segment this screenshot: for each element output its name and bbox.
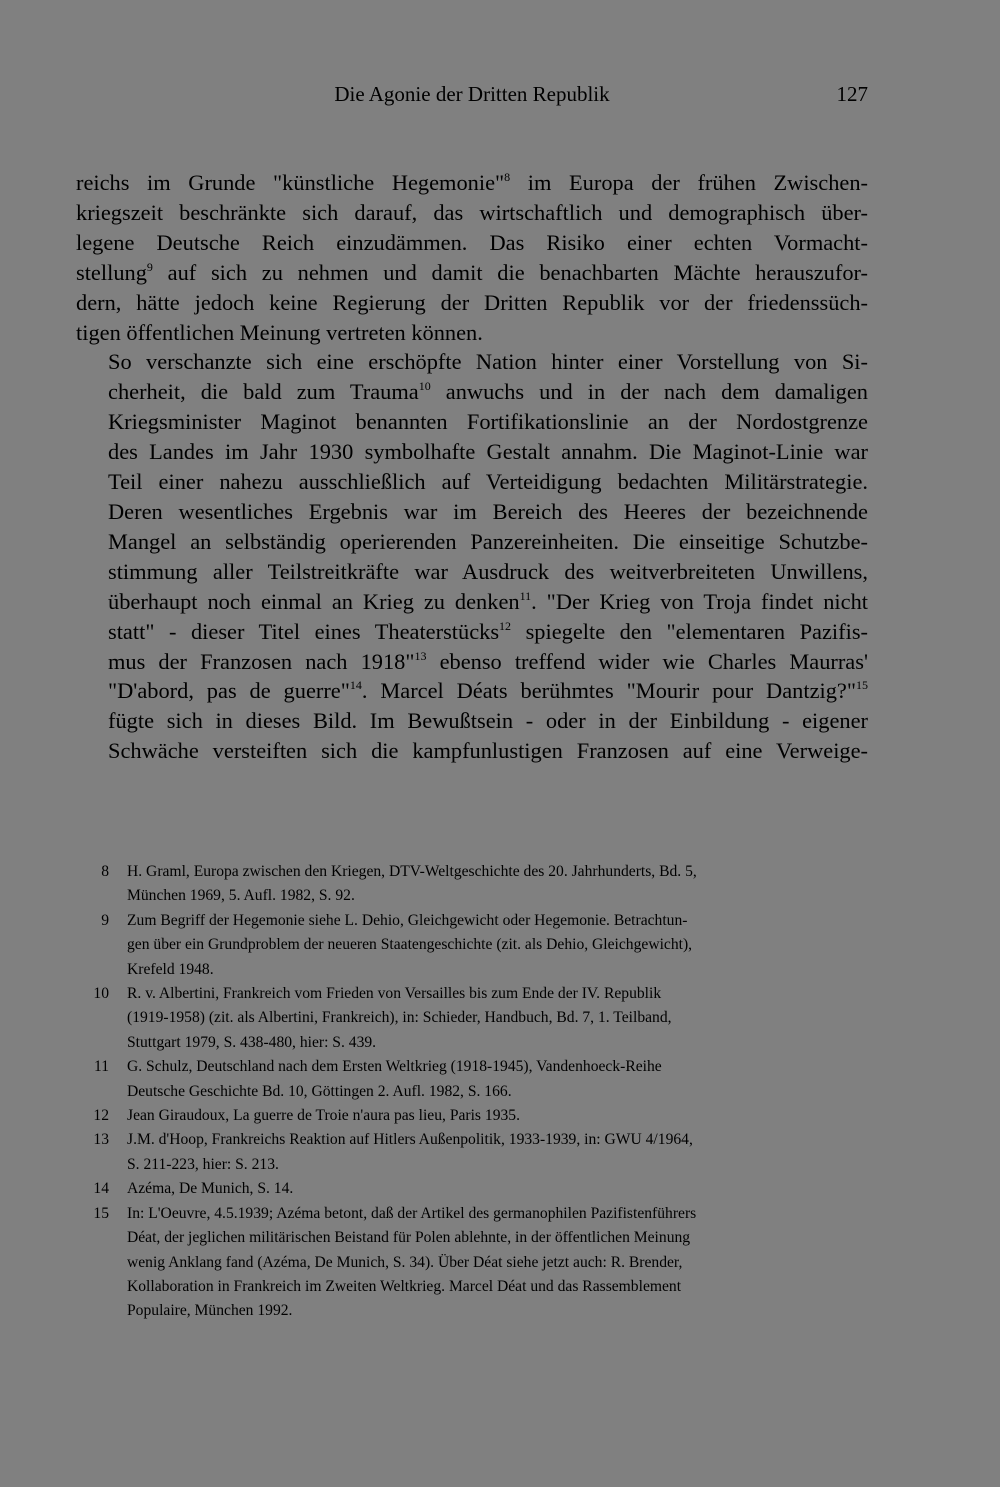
footnote-line: Azéma, De Munich, S. 14. [127,1180,294,1198]
footnote-number: 14 [93,1180,109,1198]
footnote-number: 11 [93,1058,109,1076]
running-title: Die Agonie der Dritten Republik [334,82,610,106]
text-run: spiegelte den "elementaren Pazifis- [511,618,869,644]
text-line: Schwäche versteiften sich die kampfunlustigen Franzosen auf eine Verweige- [108,738,868,764]
footnote-line: München 1969, 5. Aufl. 1982, S. 92. [127,887,355,905]
page-header [76,78,868,110]
footnote-ref-8: 8 [504,170,511,184]
footnote-line: (1919-1958) (zit. als Albertini, Frankreich), in: Schieder, Handbuch, Bd. 7, 1. Teilband, [127,1009,672,1027]
text-line [76,617,868,647]
footnote-12 [76,1104,868,1128]
text-line [76,676,868,706]
text-line: Kriegsminister Maginot benannten Fortifikationslinie an der Nordostgrenze [108,409,868,435]
main-text [76,168,868,766]
text-run: stellung [76,259,147,285]
footnote-ref-11: 11 [519,588,532,603]
footnote-ref-15: 15 [856,678,868,693]
text-line: des Landes im Jahr 1930 symbolhafte Gestalt annahm. Die Maginot-Linie war [108,439,868,465]
text-line [76,647,868,677]
footnote-ref-9: 9 [146,259,153,274]
text-run: statt" - dieser Titel eines Theaterstücks [108,618,500,644]
footnote-11 [76,1055,868,1104]
text-run: reichs im Grunde "künstliche Hegemonie" [76,170,505,195]
footnote-number: 13 [93,1131,109,1149]
footnote-8 [76,860,868,909]
text-line: stimmung aller Teilstreitkräfte war Ausdruck des weitverbreiteten Unwillens, [108,558,868,584]
text-line: kriegszeit beschränkte sich darauf, das wirtschaftlich und demographisch über- [76,199,868,225]
footnote-line: H. Graml, Europa zwischen den Kriegen, DTV-Weltgeschichte des 20. Jahrhunderts, Bd. 5, [127,863,697,880]
text-run: cherheit, die bald zum Trauma [108,379,419,405]
text-run: ebenso treffend wider wie Charles Maurras' [426,648,868,674]
text-run: . Marcel Déats berühmtes "Mourir pour Dantzig?" [361,678,856,704]
text-run: überhaupt noch einmal an Krieg zu denken [108,588,520,614]
text-line [76,377,868,407]
footnote-ref-12: 12 [499,618,512,633]
footnote-line: Zum Begriff der Hegemonie siehe L. Dehio, Gleichgewicht oder Hegemonie. Betrachtun- [127,911,688,929]
text-line [76,168,868,198]
footnote-number: 8 [101,863,109,880]
footnote-line: J.M. d'Hoop, Frankreichs Reaktion auf Hitlers Außenpolitik, 1933-1939, in: GWU 4/1964, [127,1131,693,1149]
footnote-13 [76,1128,868,1177]
footnote-line: Kollaboration in Frankreich im Zweiten Weltkrieg. Marcel Déat und das Rassemblement [127,1277,682,1295]
footnote-ref-14: 14 [349,678,362,693]
footnote-line: R. v. Albertini, Frankreich vom Frieden von Versailles bis zum Ende der IV. Republik [127,985,662,1003]
footnote-14 [76,1177,868,1201]
footnote-number: 15 [93,1204,109,1222]
footnote-10 [76,982,868,1055]
footnote-line: wenig Anklang fand (Azéma, De Munich, S. 34). Über Déat siehe jetzt auch: R. Brender, [127,1253,683,1271]
footnote-line: Stuttgart 1979, S. 438-480, hier: S. 439. [127,1033,377,1051]
text-run: anwuchs und in der nach dem damaligen [430,379,868,405]
footnote-line: S. 211-223, hier: S. 213. [127,1155,279,1173]
text-line: fügte sich in dieses Bild. Im Bewußtsein - oder in der Einbildung - eigener [108,708,868,734]
footnote-line: Deutsche Geschichte Bd. 10, Göttingen 2. Aufl. 1982, S. 166. [127,1082,512,1100]
footnote-ref-13: 13 [414,648,427,663]
text-line [76,258,868,288]
text-line: legene Deutsche Reich einzudämmen. Das Risiko einer echten Vormacht- [76,229,868,255]
footnote-line: Krefeld 1948. [127,960,214,978]
footnote-number: 9 [101,911,109,929]
footnote-line: Jean Giraudoux, La guerre de Troie n'aura pas lieu, Paris 1935. [127,1107,520,1125]
footnote-line: gen über ein Grundproblem der neueren Staatengeschichte (zit. als Dehio, Gleichgewicht), [127,936,693,954]
text-line: Deren wesentliches Ergebnis war im Bereich des Heeres der bezeichnende [108,498,868,524]
page-number: 127 [836,82,868,106]
footnote-line: G. Schulz, Deutschland nach dem Ersten Weltkrieg (1918-1945), Vandenhoeck-Reihe [127,1058,662,1076]
footnotes [76,860,868,1324]
text-line: Mangel an selbständig operierenden Panzereinheiten. Die einseitige Schutzbe- [108,528,868,554]
paragraph-1 [76,168,868,347]
footnote-ref-10: 10 [418,379,431,394]
text-line: Teil einer nahezu ausschließlich auf Verteidigung bedachten Militärstrategie. [108,469,868,495]
text-line: So verschanzte sich eine erschöpfte Nation hinter einer Vorstellung von Si- [108,349,868,375]
text-line: tigen öffentlichen Meinung vertreten können. [76,319,483,345]
footnote-line: Populaire, München 1992. [127,1302,293,1320]
text-line: dern, hätte jedoch keine Regierung der Dritten Republik vor der friedenssüch- [76,289,868,315]
footnote-9 [76,909,868,982]
footnote-number: 12 [93,1107,109,1125]
footnote-line: Déat, der jeglichen militärischen Beistand für Polen ablehnte, in der öffentlichen Meinung [127,1229,691,1247]
footnote-line: In: L'Oeuvre, 4.5.1939; Azéma betont, daß der Artikel des germanophilen Pazifistenführers [127,1204,697,1222]
footnote-15 [76,1202,868,1324]
paragraph-2 [76,347,868,766]
footnote-number: 10 [93,985,109,1003]
text-run: auf sich zu nehmen und damit die benachbarten Mächte herauszufor- [152,259,868,285]
text-run: mus der Franzosen nach 1918" [108,648,415,674]
text-line [76,587,868,617]
text-run: im Europa der frühen Zwischen- [510,170,868,195]
text-run: . "Der Krieg von Troja findet nicht [531,588,868,614]
text-run: "D'abord, pas de guerre" [108,678,350,704]
